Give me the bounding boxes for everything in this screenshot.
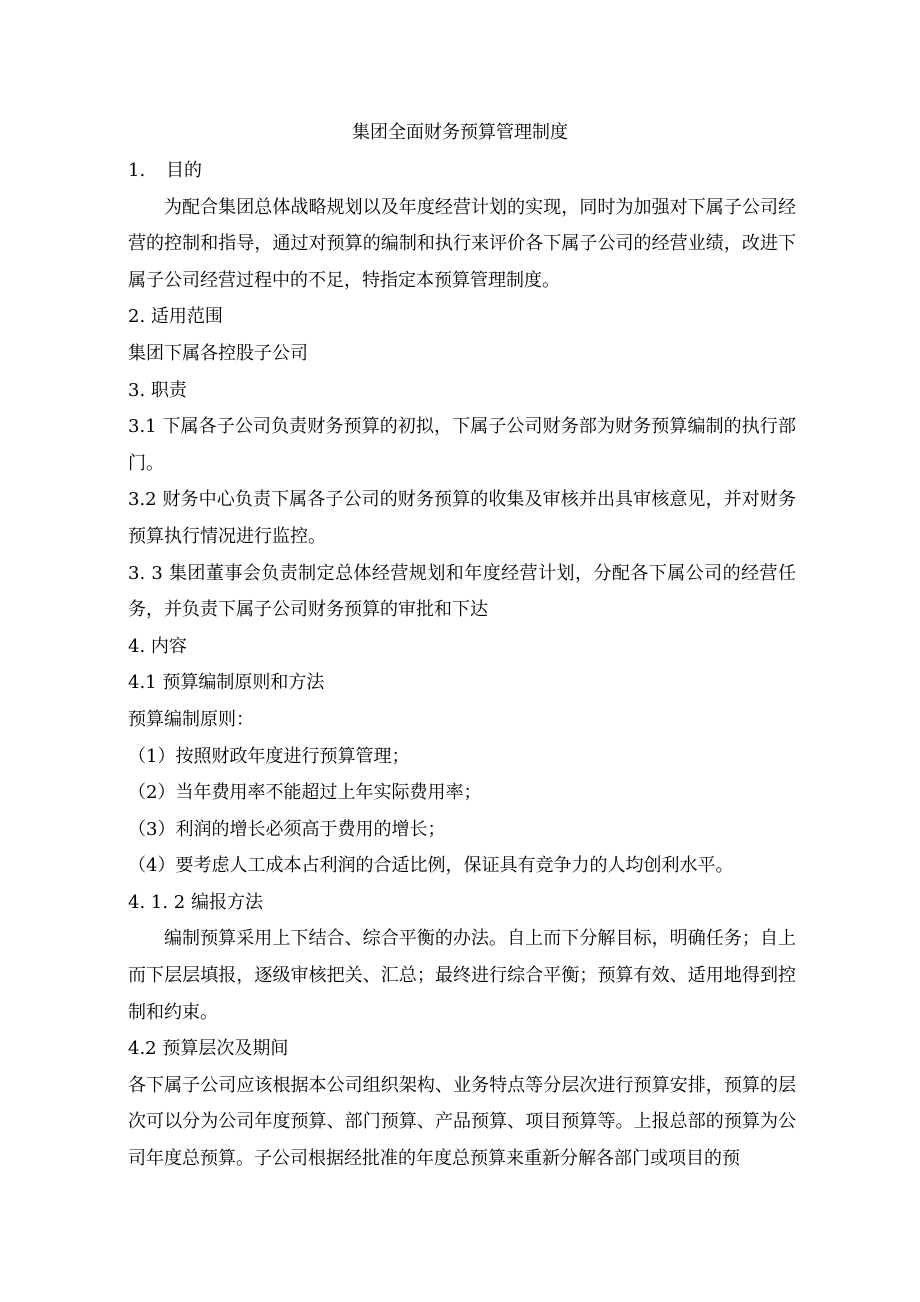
section-4-1-2-text: 编制预算采用上下结合、综合平衡的办法。自上而下分解目标，明确任务；自上而下层层填报，逐级审核把关、汇总；最终进行综合平衡；预算有效、适用地得到控制和约束。 [128, 928, 796, 1023]
principle-item-3: （3）利润的增长必须高于费用的增长； [128, 818, 446, 840]
principle-item-1: （1）按照财政年度进行预算管理； [128, 745, 410, 767]
section-4-2-text: 各下属子公司应该根据本公司组织架构、业务特点等分层次进行预算安排，预算的层次可以分为公司年度预算、部门预算、产品预算、项目预算等。上报总部的预算为公司年度总预算。子公司根据经批准的年度总预算来重新分解各部门或项目的预 [128, 1074, 796, 1170]
section-4-2-heading: 4.2 预算层次及期间 [128, 1038, 289, 1060]
section-4-1-2-heading: 4. 1. 2 编报方法 [128, 891, 263, 913]
section-3-heading: 3. 职责 [128, 379, 187, 401]
section-4-heading: 4. 内容 [128, 635, 187, 657]
section-4-1-heading: 4.1 预算编制原则和方法 [128, 672, 325, 694]
principle-item-2: （2）当年费用率不能超过上年实际费用率； [128, 782, 482, 804]
section-1-text: 为配合集团总体战略规划以及年度经营计划的实现，同时为加强对下属子公司经营的控制和指导，通过对预算的编制和执行来评价各下属子公司的经营业绩，改进下属子公司经营过程中的不足，特指定本预算管理制度。 [128, 196, 796, 291]
section-3-1-text: 3.1 下属各子公司负责财务预算的初拟，下属子公司财务部为财务预算编制的执行部门。 [128, 416, 796, 474]
section-1-number: 1. [128, 160, 146, 181]
section-1-title: 目的 [166, 160, 202, 181]
section-2-heading: 2. 适用范围 [128, 306, 223, 328]
section-3-2-text: 3.2 财务中心负责下属各子公司的财务预算的收集及审核并出具审核意见，并对财务预算执行情况进行监控。 [128, 489, 796, 547]
document-title: 集团全面财务预算管理制度 [352, 122, 568, 143]
principle-item-4: （4）要考虑人工成本占利润的合适比例，保证具有竞争力的人均创利水平。 [128, 855, 734, 877]
section-3-3-text: 3. 3 集团董事会负责制定总体经营规划和年度经营计划，分配各下属公司的经营任务，并负责下属子公司财务预算的审批和下达 [128, 562, 796, 621]
section-1-heading [128, 153, 796, 190]
section-2-text: 集团下属各控股子公司 [128, 342, 308, 364]
principles-label: 预算编制原则： [128, 708, 254, 730]
document-body [128, 153, 796, 1178]
